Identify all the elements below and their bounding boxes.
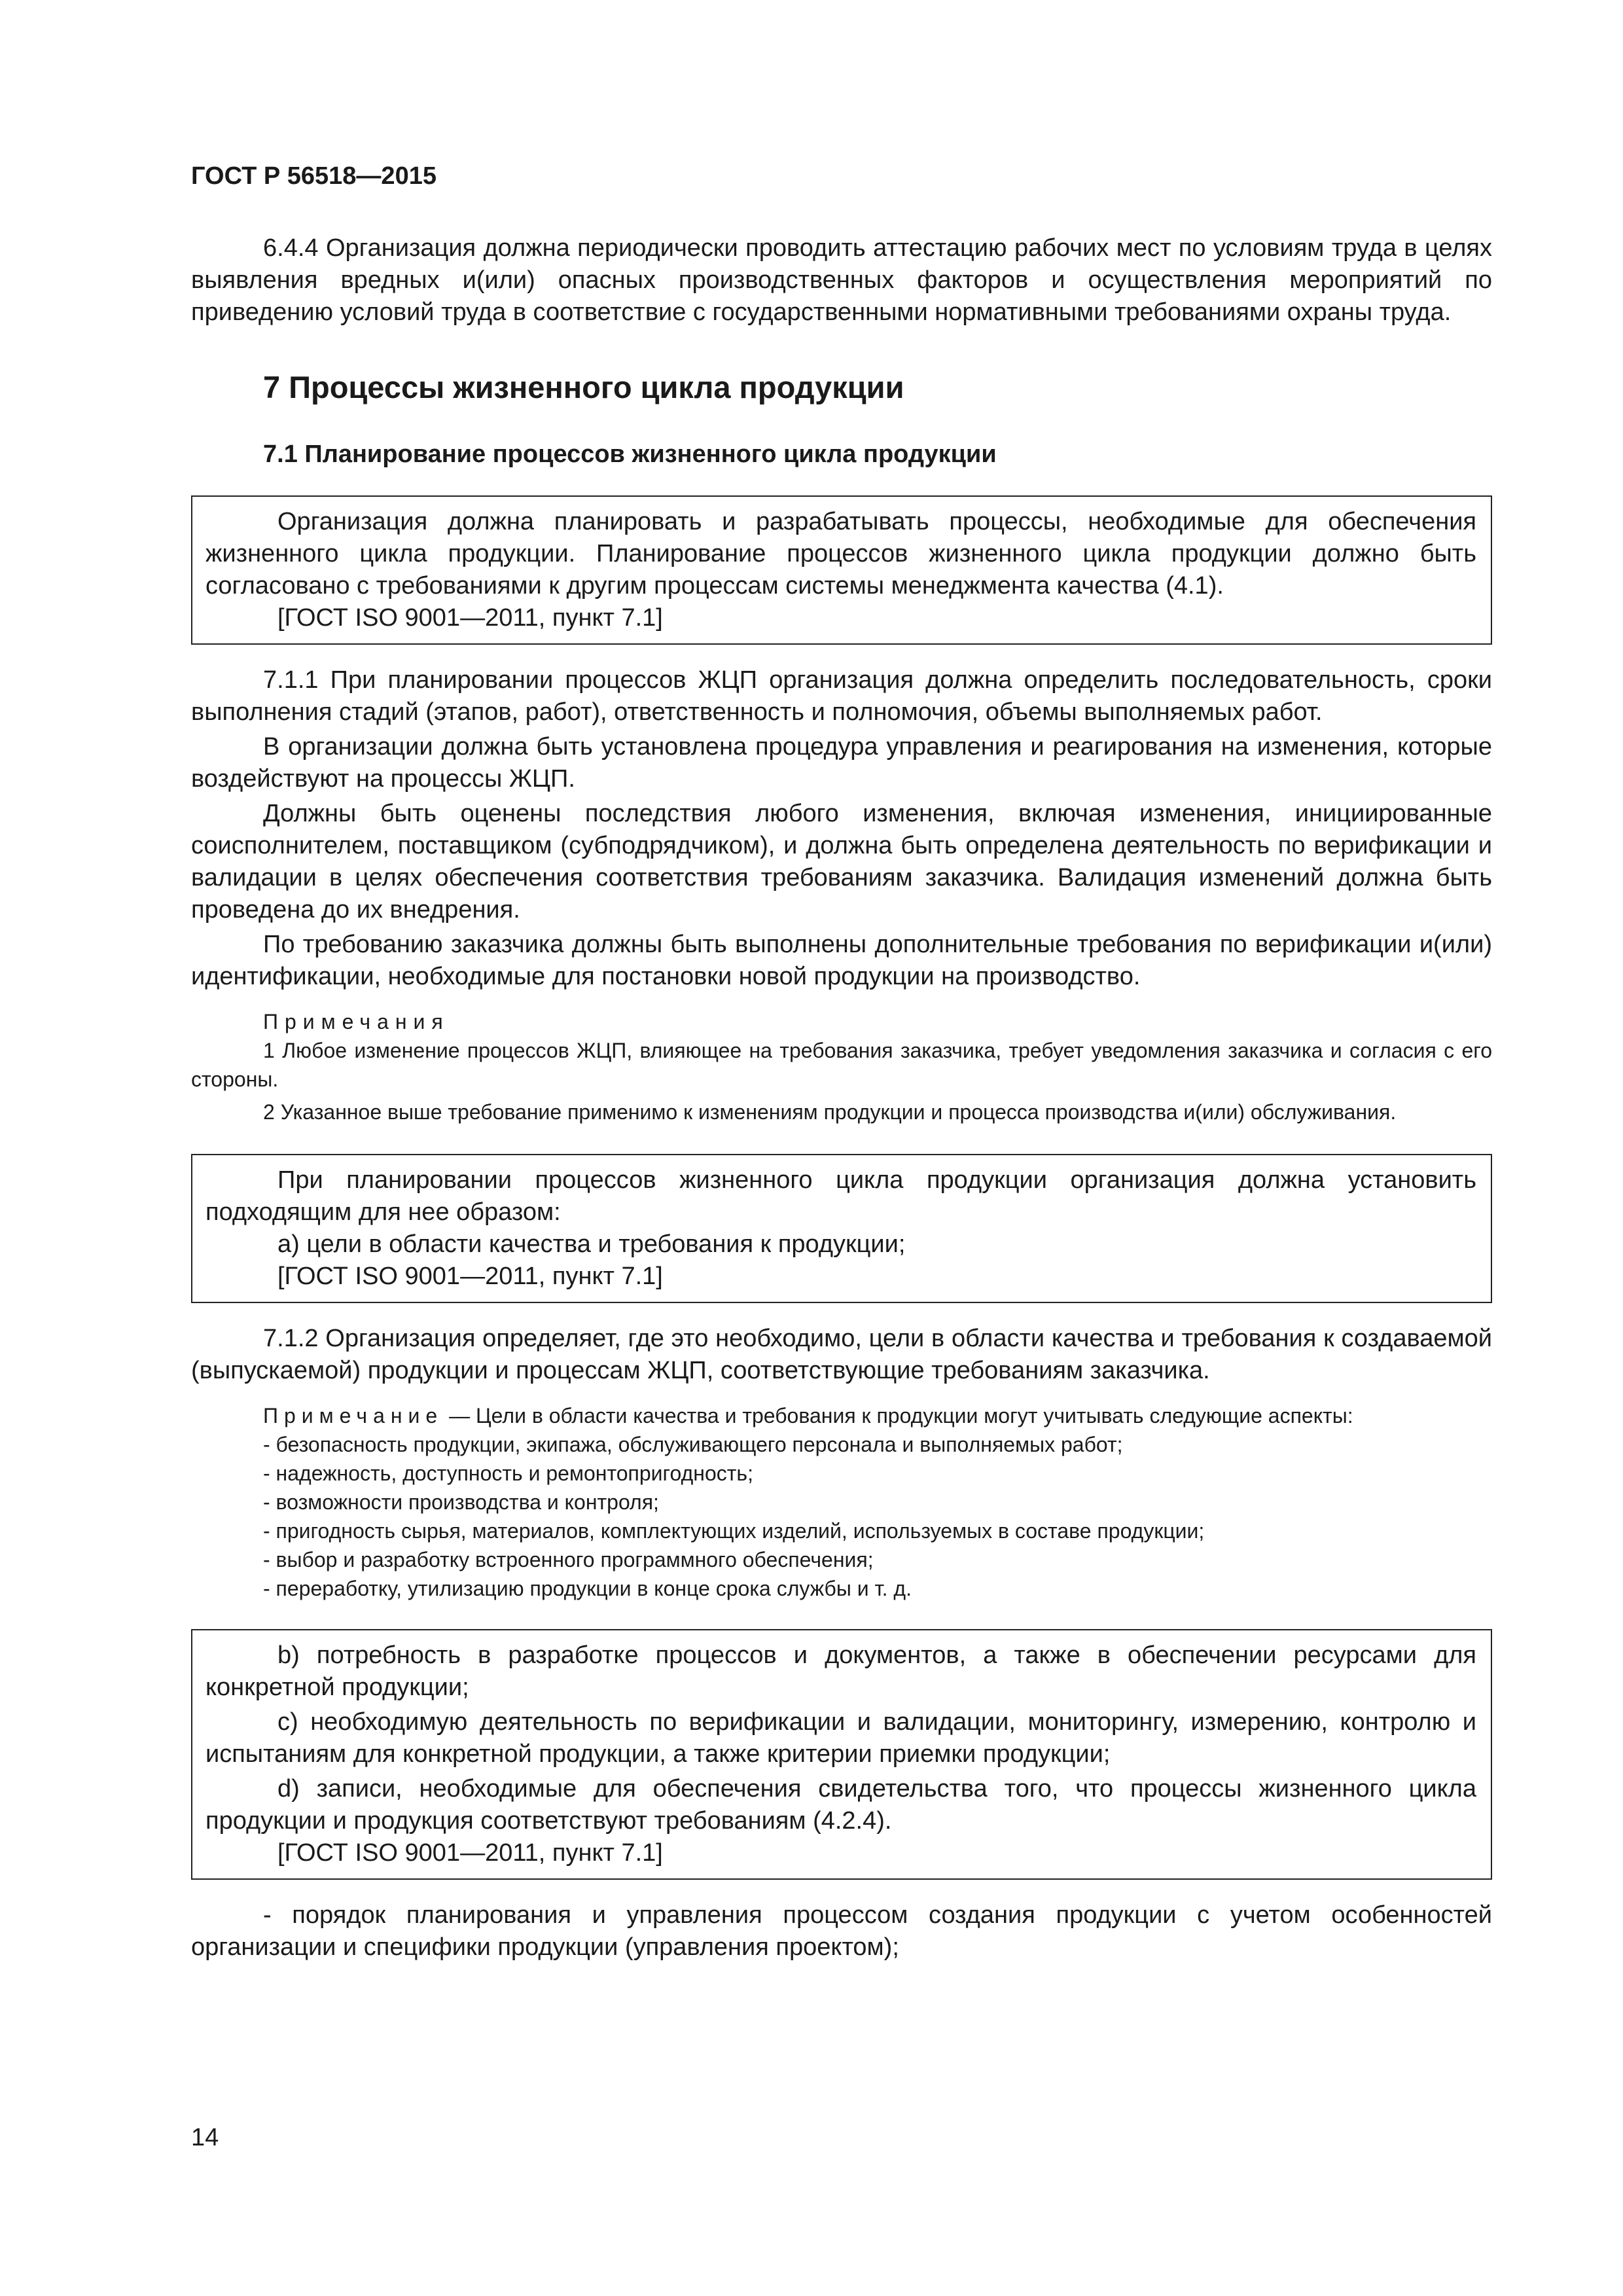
iso-quote-box-2 [191, 1154, 1492, 1303]
note-aspects [191, 1401, 1492, 1603]
aspect-item: - возможности производства и контроля; [263, 1490, 659, 1514]
quote-reference: [ГОСТ ISO 9001—2011, пункт 7.1] [277, 1839, 663, 1867]
quote-reference: [ГОСТ ISO 9001—2011, пункт 7.1] [277, 604, 663, 632]
note-item: 1 Любое изменение процессов ЖЦП, влияющее на требования заказчика, требует уведомления заказчика и согласия с его стороны. [191, 1039, 1492, 1091]
quote-item-a: a) цели в области качества и требования к продукции; [277, 1230, 906, 1258]
notes-block [191, 1007, 1492, 1126]
clause-paragraph: По требованию заказчика должны быть выполнены дополнительные требования по верификации и(или) идентификации, необходимые для постановки новой продукции на производство. [191, 931, 1492, 990]
section-7-1-title: 7.1 Планирование процессов жизненного цикла продукции [263, 440, 997, 468]
clause-paragraph: 7.1.1 При планировании процессов ЖЦП организация должна определить последовательность, сроки выполнения стадий (этапов, работ), ответственность и полномочия, объемы выполняемых работ. [191, 666, 1492, 726]
quote-item-d: d) записи, необходимые для обеспечения свидетельства того, что процессы жизненного цикла продукции и продукция соответствуют требованиям (4.2.4). [205, 1775, 1476, 1835]
quote-item-c: c) необходимую деятельность по верификации и валидации, мониторингу, измерению, контролю и испытаниям для конкретной продукции, а также критерии приемки продукции; [205, 1708, 1476, 1768]
note-text: — Цели в области качества и требования к продукции могут учитывать следующие аспекты: [443, 1404, 1353, 1427]
note-item: 2 Указанное выше требование применимо к изменениям продукции и процесса производства и(или) обслуживания. [263, 1100, 1397, 1124]
clause-7-1-2: 7.1.2 Организация определяет, где это необходимо, цели в области качества и требования к создаваемой (выпускаемой) продукции и процессам ЖЦП, соответствующие требованиям заказчика. [191, 1325, 1492, 1384]
clause-7-1-1 [191, 664, 1492, 993]
section-7-title: 7 Процессы жизненного цикла продукции [263, 370, 904, 404]
iso-quote-box-3 [191, 1629, 1492, 1880]
aspect-item: - переработку, утилизацию продукции в конце срока службы и т. д. [263, 1577, 912, 1600]
aspect-item: - выбор и разработку встроенного программного обеспечения; [263, 1548, 874, 1571]
quote-text: При планировании процессов жизненного цикла продукции организация должна установить подходящим для нее образом: [205, 1166, 1476, 1226]
iso-quote-box-1 [191, 495, 1492, 645]
note-intro [191, 1401, 1492, 1430]
aspect-item: - пригодность сырья, материалов, комплектующих изделий, используемых в составе продукции; [263, 1519, 1205, 1543]
quote-reference: [ГОСТ ISO 9001—2011, пункт 7.1] [277, 1263, 663, 1290]
clause-paragraph: В организации должна быть установлена процедура управления и реагирования на изменения, которые воздействуют на процессы ЖЦП. [191, 733, 1492, 793]
quote-item-b: b) потребность в разработке процессов и документов, а также в обеспечении ресурсами для конкретной продукции; [205, 1641, 1476, 1701]
aspect-item: - надежность, доступность и ремонтопригодность; [263, 1462, 753, 1485]
final-paragraph: - порядок планирования и управления процессом создания продукции с учетом особенностей организации и специфики продукции (управления проектом); [191, 1901, 1492, 1961]
paragraph-6-4-4: 6.4.4 Организация должна периодически проводить аттестацию рабочих мест по условиям труда в целях выявления вредных и(или) опасных производственных факторов и осуществления мероприятий по приведению условий труда в соответствие с государственными нормативными требованиями охраны труда. [191, 234, 1492, 326]
page-number: 14 [191, 2124, 219, 2151]
note-label: Примечание [263, 1404, 444, 1427]
standard-header: ГОСТ Р 56518—2015 [191, 162, 437, 190]
quote-text: Организация должна планировать и разрабатывать процессы, необходимые для обеспечения жизненного цикла продукции. Планирование процессов жизненного цикла продукции должно быть согласовано с требованиями к другим процессам системы менеджмента качества (4.1). [205, 508, 1476, 600]
page-content [191, 232, 1492, 1964]
notes-heading: Примечания [263, 1010, 450, 1033]
aspect-item: - безопасность продукции, экипажа, обслуживающего персонала и выполняемых работ; [263, 1433, 1123, 1456]
clause-paragraph: Должны быть оценены последствия любого изменения, включая изменения, инициированные соисполнителем, поставщиком (субподрядчиком), и должна быть определена деятельность по верификации и валидации в целях обеспечения соответствия требованиям заказчика. Валидация изменений должна быть проведена до их внедрения. [191, 800, 1492, 924]
